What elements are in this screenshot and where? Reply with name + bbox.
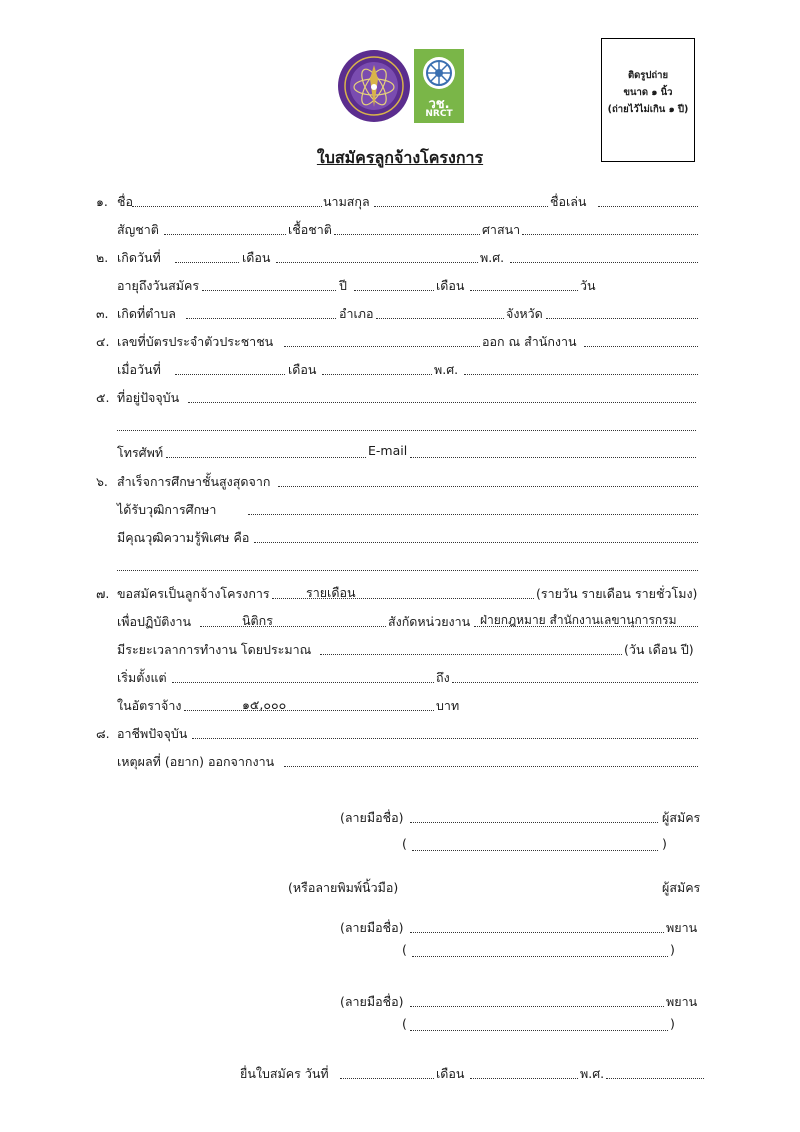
subdistrict-field[interactable] (186, 318, 336, 319)
submit-year-label: พ.ศ. (580, 1066, 605, 1081)
witness-1-label: พยาน (666, 920, 698, 935)
unit-value: ฝ่ายกฎหมาย สำนักงานเลขานุการกรม (480, 613, 677, 627)
end-date-field[interactable] (452, 682, 698, 683)
witness-2-close-paren: ) (670, 1016, 675, 1031)
birth-year-label: พ.ศ. (480, 250, 505, 265)
issued-day-field[interactable] (175, 374, 285, 375)
section-8-number: ๘. (96, 726, 110, 741)
duration-field[interactable] (320, 654, 622, 655)
witness-1-printed-name-field[interactable] (412, 956, 668, 957)
position-value: นิติกร (242, 613, 273, 628)
name-label: ชื่อ (117, 194, 133, 209)
unit-label: สังกัดหน่วยงาน (388, 614, 471, 629)
witness-2-signature-field[interactable] (410, 1006, 664, 1007)
email-label: E-mail (368, 443, 408, 458)
fingerprint-label: (หรือลายพิมพ์นิ้วมือ) (288, 880, 399, 895)
witness-2-sign-label: (ลายมือชื่อ) (340, 994, 404, 1009)
section-4-number: ๔. (96, 334, 110, 349)
email-field[interactable] (410, 457, 696, 458)
issued-by-field[interactable] (584, 346, 698, 347)
phone-field[interactable] (166, 457, 366, 458)
education-label: สำเร็จการศึกษาชั้นสูงสุดจาก (117, 474, 271, 489)
section-1-number: ๑. (96, 194, 108, 209)
age-years-label: ปี (339, 278, 347, 293)
section-2-number: ๒. (96, 250, 109, 265)
submit-date-label: ยื่นใบสมัคร วันที่ (240, 1066, 329, 1081)
nrct-abbr: วช. (428, 97, 450, 112)
rate-value: ๑๕,๐๐๐ (242, 697, 287, 712)
office-emblem-logo (337, 49, 411, 123)
nickname-label: ชื่อเล่น (550, 194, 587, 209)
issued-by-label: ออก ณ สำนักงาน (482, 334, 577, 349)
submit-day-field[interactable] (340, 1078, 434, 1079)
rate-field[interactable] (184, 710, 434, 711)
duration-label: มีระยะเวลาการทำงาน โดยประมาณ (117, 642, 312, 657)
province-label: จังหวัด (506, 306, 543, 321)
fingerprint-applicant-label: ผู้สมัคร (662, 880, 701, 895)
age-years-field[interactable] (202, 290, 336, 291)
reason-label: เหตุผลที่ (อยาก) ออกจากงาน (117, 754, 275, 769)
section-3-number: ๓. (96, 306, 109, 321)
witness-2-label: พยาน (666, 994, 698, 1009)
birth-month-label: เดือน (242, 250, 271, 265)
applicant-sign-label: (ลายมือชื่อ) (340, 810, 404, 825)
apply-type-label: ขอสมัครเป็นลูกจ้างโครงการ (117, 586, 270, 601)
nationality-field[interactable] (164, 234, 286, 235)
applicant-printed-name-field[interactable] (412, 850, 658, 851)
occupation-field[interactable] (192, 738, 698, 739)
name-field[interactable] (132, 206, 322, 207)
applicant-name-close-paren: ) (662, 836, 667, 851)
apply-type-value: รายเดือน (306, 585, 356, 600)
position-label: เพื่อปฏิบัติงาน (117, 614, 192, 629)
applicant-label: ผู้สมัคร (662, 810, 701, 825)
witness-1-sign-label: (ลายมือชื่อ) (340, 920, 404, 935)
address-field[interactable] (188, 402, 696, 403)
district-label: อำเภอ (339, 306, 374, 321)
witness-2-open-paren: ( (402, 1016, 407, 1031)
birth-year-field[interactable] (510, 262, 698, 263)
religion-field[interactable] (522, 234, 698, 235)
apply-type-note: (รายวัน รายเดือน รายชั่วโมง) (536, 586, 698, 601)
section-7-number: ๗. (96, 586, 110, 601)
applicant-signature-field[interactable] (410, 822, 658, 823)
surname-label: นามสกุล (323, 194, 370, 209)
birth-day-field[interactable] (175, 262, 239, 263)
special-skills-label: มีคุณวุฒิความรู้พิเศษ คือ (117, 530, 250, 545)
end-label: ถึง (436, 670, 450, 685)
start-date-field[interactable] (172, 682, 434, 683)
issued-on-label: เมื่อวันที่ (117, 362, 161, 377)
section-5-number: ๕. (96, 390, 110, 405)
address-label: ที่อยู่ปัจจุบัน (117, 390, 180, 405)
address-field-line2[interactable] (117, 430, 696, 431)
submit-month-field[interactable] (470, 1078, 578, 1079)
rate-label: ในอัตราจ้าง (117, 698, 182, 713)
baht-label: บาท (436, 698, 460, 713)
id-card-field[interactable] (284, 346, 480, 347)
issued-month-label: เดือน (288, 362, 317, 377)
submit-year-field[interactable] (606, 1078, 704, 1079)
reason-field[interactable] (284, 766, 698, 767)
nickname-field[interactable] (598, 206, 698, 207)
special-skills-field[interactable] (254, 542, 698, 543)
witness-1-signature-field[interactable] (410, 932, 664, 933)
witness-2-printed-name-field[interactable] (410, 1030, 668, 1031)
subdistrict-label: เกิดที่ตำบล (117, 306, 176, 321)
surname-field[interactable] (374, 206, 548, 207)
degree-label: ได้รับวุฒิการศึกษา (117, 502, 217, 517)
issued-year-field[interactable] (464, 374, 698, 375)
occupation-label: อาชีพปัจจุบัน (117, 726, 188, 741)
age-days-label: วัน (580, 278, 596, 293)
age-label: อายุถึงวันสมัคร (117, 278, 200, 293)
submit-month-label: เดือน (436, 1066, 465, 1081)
id-card-label: เลขที่บัตรประจำตัวประชาชน (117, 334, 274, 349)
special-skills-field-line2[interactable] (117, 570, 698, 571)
district-field[interactable] (376, 318, 504, 319)
applicant-name-open-paren: ( (402, 836, 407, 851)
age-months-label: เดือน (436, 278, 465, 293)
witness-1-close-paren: ) (670, 942, 675, 957)
section-6-number: ๖. (96, 474, 108, 489)
education-field[interactable] (278, 486, 698, 487)
nrct-logo (414, 49, 464, 123)
nationality-label: สัญชาติ (117, 222, 159, 237)
photo-box-line2: ขนาด ๑ นิ้ว (623, 87, 673, 98)
position-field[interactable] (200, 626, 386, 627)
province-field[interactable] (546, 318, 698, 319)
photo-box (601, 38, 695, 162)
photo-box-line1: ติดรูปถ่าย (627, 70, 669, 81)
witness-1-open-paren: ( (402, 942, 407, 957)
age-months-field[interactable] (354, 290, 434, 291)
phone-label: โทรศัพท์ (117, 445, 164, 460)
issued-month-field[interactable] (322, 374, 432, 375)
duration-note: (วัน เดือน ปี) (624, 642, 694, 657)
form-title: ใบสมัครลูกจ้างโครงการ (316, 148, 484, 167)
race-label: เชื้อชาติ (288, 222, 332, 237)
degree-field[interactable] (248, 514, 698, 515)
photo-box-line3: (ถ่ายไว้ไม่เกิน ๑ ปี) (607, 104, 689, 115)
age-days-field[interactable] (470, 290, 578, 291)
race-field[interactable] (334, 234, 480, 235)
birthdate-label: เกิดวันที่ (117, 250, 161, 265)
issued-year-label: พ.ศ. (434, 362, 459, 377)
religion-label: ศาสนา (482, 222, 521, 237)
birth-month-field[interactable] (276, 262, 478, 263)
nrct-name: NRCT (425, 109, 453, 119)
start-label: เริ่มตั้งแต่ (117, 670, 167, 685)
